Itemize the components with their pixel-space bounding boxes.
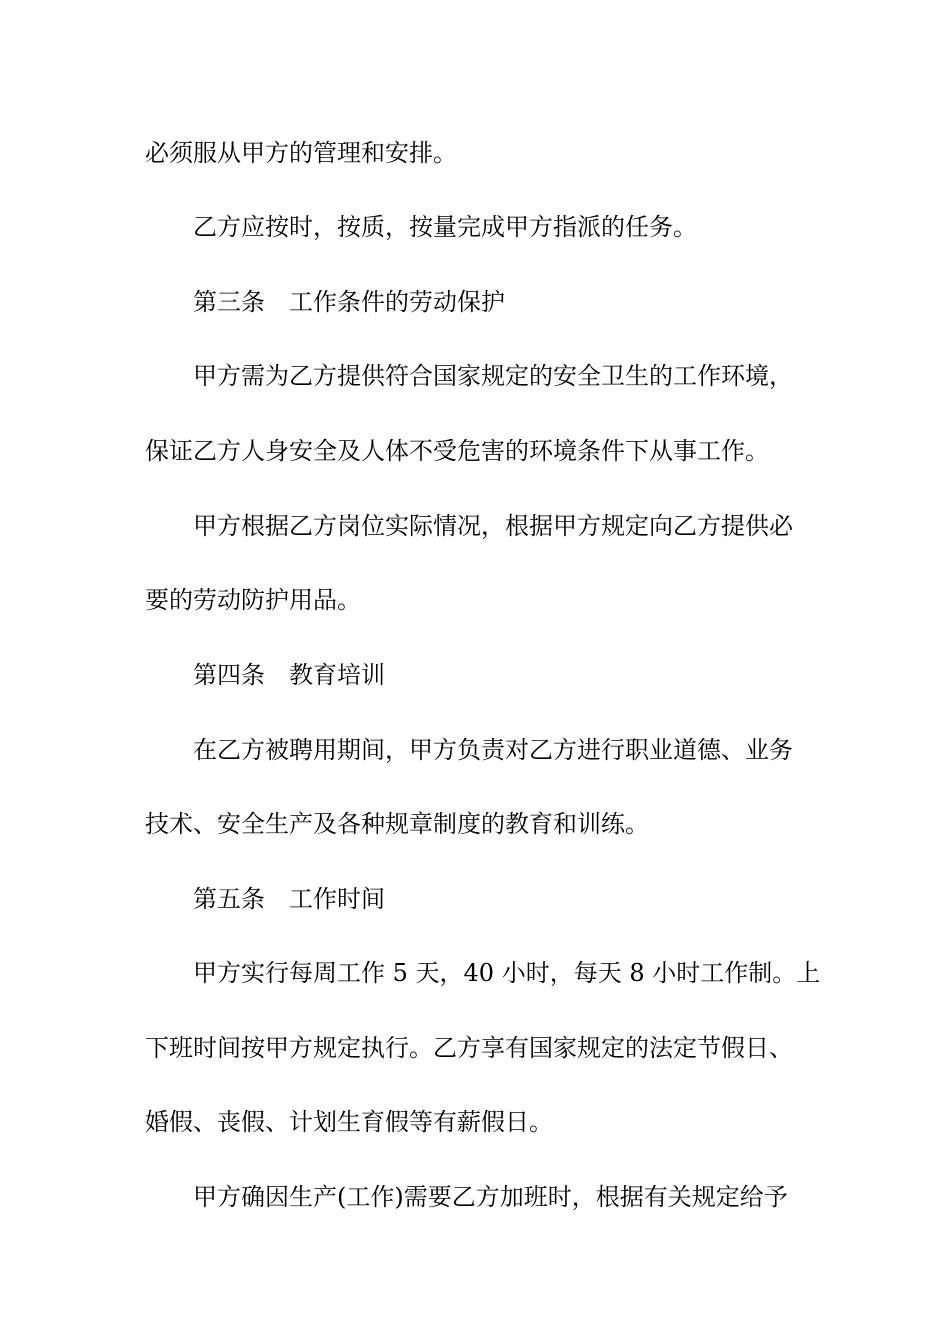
body-text-line: 甲方需为乙方提供符合国家规定的安全卫生的工作环境，: [193, 362, 793, 390]
body-text-line: 保证乙方人身安全及人体不受危害的环境条件下从事工作。: [145, 437, 769, 465]
article-heading: 第五条 工作时间: [193, 885, 385, 913]
body-text-line: 甲方实行每周工作 5 天，40 小时，每天 8 小时工作制。上: [193, 959, 821, 987]
article-heading: 第四条 教育培训: [193, 661, 385, 689]
body-text-line: 技术、安全生产及各种规章制度的教育和训练。: [145, 810, 649, 838]
body-text-line: 甲方根据乙方岗位实际情况，根据甲方规定向乙方提供必: [193, 512, 793, 540]
body-text-line: 要的劳动防护用品。: [145, 586, 361, 614]
body-text-line: 下班时间按甲方规定执行。乙方享有国家规定的法定节假日、: [145, 1034, 793, 1062]
article-heading: 第三条 工作条件的劳动保护: [193, 288, 505, 316]
body-text-line: 婚假、丧假、计划生育假等有薪假日。: [145, 1108, 553, 1136]
body-text-line: 甲方确因生产(工作)需要乙方加班时，根据有关规定给予: [193, 1183, 788, 1211]
body-text-line: 必须服从甲方的管理和安排。: [145, 139, 457, 167]
body-text-line: 在乙方被聘用期间，甲方负责对乙方进行职业道德、业务: [193, 736, 793, 764]
body-text-line: 乙方应按时，按质，按量完成甲方指派的任务。: [193, 213, 697, 241]
